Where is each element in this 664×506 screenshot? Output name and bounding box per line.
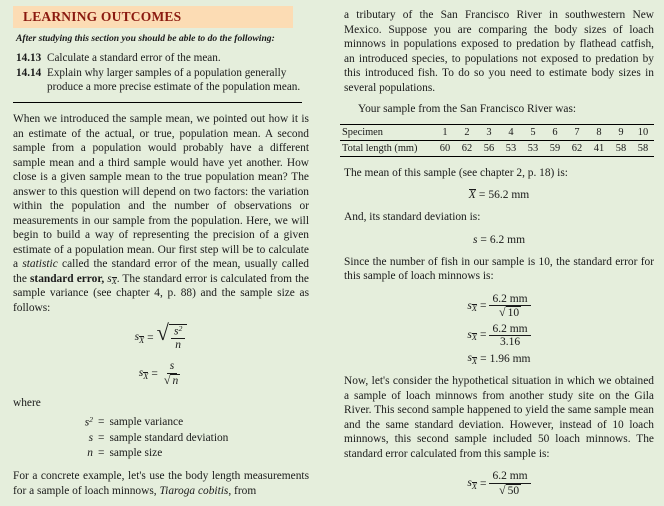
list-item [13,446,309,461]
formula-se-sd [13,360,309,387]
outcome-number: 14.14 [16,66,42,79]
table-cell: 53 [505,142,517,154]
formula-value: 56.2 mm [488,189,530,201]
paragraph-text: For a concrete example, let's use the body length measurements for a sample of loach minnows, [13,470,309,497]
fraction-numerator: s [167,360,177,373]
formula-lhs: sX [467,352,478,366]
equals-sign: = [480,352,487,365]
table-cell: 8 [596,126,602,138]
table-row [340,140,654,156]
paragraph-text-part-1: When we introduced the sample mean, we pointed out how it is an estimate of the actual, or true, population mean. A second sample from a population would probably have a different sample mean and a third sample would have yet another. How close is a given sample mean to the true population mean? The answer to this question will depend on two factors: the variation within the population and the number of observations or measurements in our sample from the population. Here, we will begin to build a way of representing the precision of a given estimate of a population mean. Our first step will be to calculate a [13,113,309,271]
equals-sign: = [98,416,105,429]
formula-lhs: sX [467,328,477,343]
sd-intro-text: And, its standard deviation is: [344,211,481,224]
right-column [344,0,654,506]
table-cell: 2 [464,126,470,138]
table-cell: 60 [439,142,451,154]
radical-sign: √ [156,320,169,346]
formula-standard-deviation [344,234,654,246]
table-cell: 9 [618,126,624,138]
learning-outcomes-box [13,6,293,28]
fraction-s2-over-n [169,324,187,351]
sqrt-group [156,320,188,352]
formula-lhs: sX [467,477,477,491]
outcome-number: 14.13 [16,51,42,64]
list-item [13,415,309,431]
paragraph-text-part-3: . The standard error is calculated from the sample variance (see chapter 4, p. 88) and the sample size as follows: [13,272,309,314]
equals-sign: = [479,329,487,342]
mean-intro-text: The mean of this sample (see chapter 2, p. 18) is: [344,166,568,179]
row-header-specimen: Specimen [342,126,383,138]
formula-lhs-s: s [472,233,478,246]
definition-meaning: sample standard deviation [109,431,229,444]
left-paragraph-1 [13,112,309,315]
fraction-denominator: n [175,339,182,352]
table-cell: 62 [461,142,473,154]
right-paragraph-2: Your sample from the San Francisco River was: [358,103,577,115]
specimen-data-table [340,124,654,157]
row-header-total-length: Total length (mm) [342,142,418,154]
fraction-s-over-sqrt-n [161,360,183,387]
formula-lhs: sX [467,299,477,313]
formula-value: 6.2 mm [489,233,526,246]
table-row-header [340,124,654,140]
table-cell: 56 [483,142,495,154]
learning-outcomes-list [16,51,309,95]
paragraph-italic-statistic: statistic [22,258,58,271]
list-item [13,431,309,446]
section-divider [13,102,302,103]
definition-meaning: sample size [109,447,163,460]
formula-value: 1.96 mm [489,352,531,365]
inline-symbol-se: sX [107,272,117,286]
outcome-text: Explain why larger samples of a population generally produce a more precise estimate of the population mean. [47,66,301,93]
equals-sign: = [98,431,105,444]
table-cell: 58 [615,142,627,154]
table-cell: 4 [508,126,514,138]
species-name: Tiaroga cobitis [159,484,229,497]
definition-term: s [88,431,93,444]
fraction-denominator: 3.16 [499,335,521,348]
equals-sign: = [480,233,487,246]
table-cell: 59 [549,142,561,154]
equals-sign: = [478,189,486,201]
fraction-numerator: 6.2 mm [489,293,530,306]
paragraph-bold-standard-error: standard error, [29,272,105,285]
radical-sign: √ [163,372,171,387]
formula-se-sample-50 [344,470,654,497]
definition-term: n [87,447,93,460]
where-label: where [13,397,41,410]
definition-list [13,415,309,461]
equals-sign: = [479,300,487,313]
table-cell: 7 [574,126,580,138]
formula-se-evaluated [344,323,654,349]
definition-meaning: sample variance [109,416,184,429]
table-cell: 58 [637,142,649,154]
fraction [489,293,530,320]
formula-se-result [344,352,654,365]
fraction [489,470,530,497]
fraction-numerator: $s^2$ [171,325,185,339]
paragraph-text-part-2: called the standard error of the mean, usually called the [13,258,309,285]
list-item [16,66,309,94]
fraction-numerator: 6.2 mm [489,323,530,336]
table-cell: 62 [571,142,583,154]
table-cell: 41 [593,142,605,154]
radical-sign: √ [498,482,506,497]
equals-sign: = [479,477,487,490]
left-column [13,0,309,505]
table-cell: 3 [486,126,492,138]
formula-lhs: sX [134,331,145,345]
table-cell: 1 [442,126,448,138]
formula-lhs: sX [138,367,149,381]
equals-sign: = [151,367,158,380]
table-cell: 6 [552,126,558,138]
formula-lhs-xbar: X [468,189,476,202]
learning-outcomes-subtitle: After studying this section you should be able to do the following: [16,33,275,44]
equals-sign: = [98,447,105,460]
right-paragraph-1: a tributary of the San Francisco River in southwestern New Mexico. Suppose you are comparing the body sizes of loach minnows in populations exposed to predation by flathead catfish, an introduced species, to populations not exposed to predation by this introduced fish. To do so you need to estimate body sizes in several populations. [344,9,654,94]
table-cell: 5 [530,126,536,138]
fraction-denominator: √ 50 [498,482,520,497]
left-paragraph-2 [13,469,309,498]
paragraph-text-end: , from [228,484,257,497]
fraction [489,323,530,349]
learning-outcomes-title: LEARNING OUTCOMES [23,9,182,24]
table-cell: 10 [637,126,649,138]
radical-sign: √ [498,305,506,320]
se-intro-text: Since the number of fish in our sample is 10, the standard error for this sample of loach minnows is: [344,255,654,283]
formula-se-sample-10 [344,293,654,320]
fraction-numerator: 6.2 mm [489,470,530,483]
list-item [16,51,309,65]
definition-term: $s^2$ [84,415,93,429]
fraction-denominator: √ 10 [498,305,520,320]
table-cell: 53 [527,142,539,154]
formula-sample-mean [344,189,654,201]
fraction-denominator: √ n [163,372,179,387]
outcome-text: Calculate a standard error of the mean. [47,51,221,64]
right-paragraph-3: Now, let's consider the hypothetical situation in which we obtained a sample of loach minnows from another study site on the Gila River. This second sample happened to yield the same sample mean and the same standard deviation. However, instead of 10 loach minnows, this second sample included 50 loach minnows. The standard error calculated from this sample is: [344,375,654,460]
equals-sign: = [147,331,154,344]
formula-se-variance [13,320,309,352]
